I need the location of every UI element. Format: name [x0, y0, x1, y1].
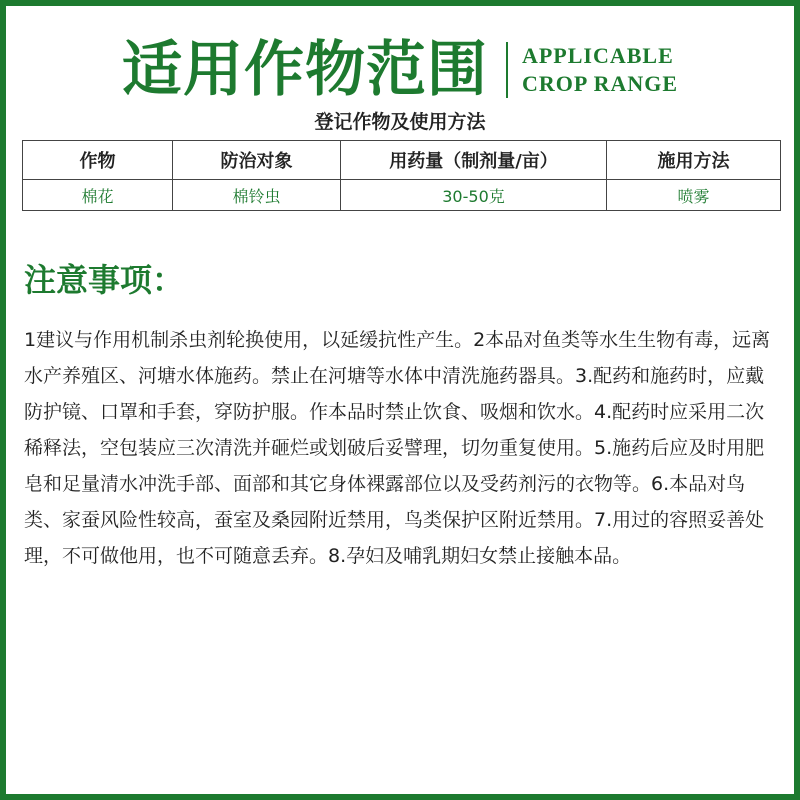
- header-crop: 作物: [23, 141, 173, 180]
- registration-table: [22, 140, 781, 211]
- notes-title: 注意事项：: [24, 261, 185, 299]
- table-header-row: [23, 141, 781, 180]
- title-divider: [506, 42, 508, 98]
- header-dosage: 用药量（制剂量/亩）: [341, 141, 607, 180]
- page-title: 适用作物范围: [121, 35, 488, 105]
- header-target: 防治对象: [173, 141, 341, 180]
- cell-dosage: 30-50克: [341, 180, 607, 211]
- english-title-line2: CROP RANGE: [521, 71, 679, 96]
- header: [0, 30, 800, 110]
- table-caption: 登记作物及使用方法: [314, 111, 486, 133]
- cell-target: 棉铃虫: [173, 180, 341, 211]
- english-title: [522, 42, 678, 98]
- cell-method: 喷雾: [607, 180, 781, 211]
- cell-crop: 棉花: [23, 180, 173, 211]
- header-method: 施用方法: [607, 141, 781, 180]
- table-row: [23, 180, 781, 211]
- english-title-line1: APPLICABLE: [521, 43, 674, 68]
- notes-body: 1建议与作用机制杀虫剂轮换使用，以延缓抗性产生。2本品对鱼类等水生生物有毒，远离水产养殖区、河塘水体施药。禁止在河塘等水体中清洗施药器具。3.配药和施药时，应戴防护镜、口罩和手套，穿防护服。作本品时禁止饮食、吸烟和饮水。4.配药时应采用二次稀释法，空包装应三次清洗并砸烂或划破后妥譬理，切勿重复使用。5.施药后应及时用肥皂和足量清水冲洗手部、面部和其它身体裸露部位以及受药剂污的衣物等。6.本品对鸟类、家蚕风险性较高，蚕室及桑园附近禁用，鸟类保护区附近禁用。7.用过的容照妥善处理，不可做他用，也不可随意丢弃。8.孕妇及哺乳期妇女禁止接触本品。: [24, 329, 771, 567]
